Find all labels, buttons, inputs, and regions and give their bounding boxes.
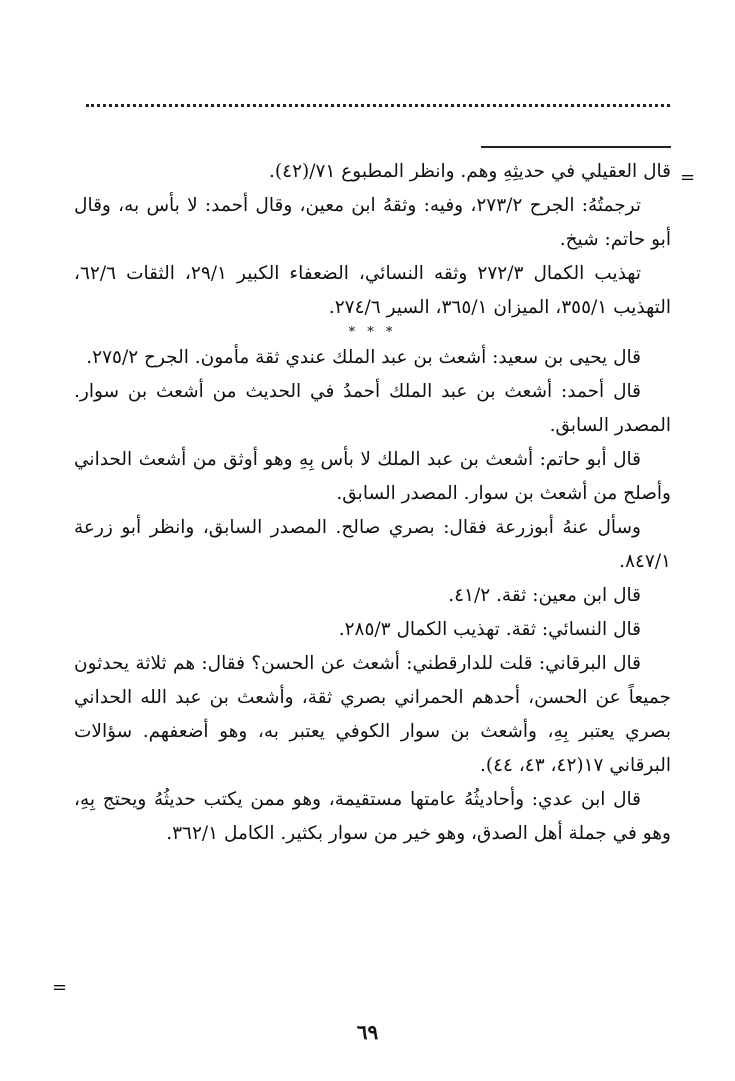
paragraph-barqani: قال البرقاني: قلت للدارقطني: أشعث عن الحسن؟ فقال: هم ثلاثة يحدثون جميعاً عن الحسن، أحدهم الحمراني بصري ثقة، وأشعث بن عبد الله الحداني بصري يعتبر بِهِ، وأشعث بن سوار الكوفي يعتبر به، وهو أضعفهم. سؤالات البرقاني ١٧(٤٢، ٤٣، ٤٤).: [74, 653, 671, 776]
paragraph-abu-zura: وسأل عنهُ أبوزرعة فقال: بصري صالح. المصدر السابق، وانظر أبو زرعة ٨٤٧/١.: [74, 517, 671, 572]
continuation-marker-top: =: [680, 167, 696, 188]
paragraph-yahya: قال يحيى بن سعيد: أشعث بن عبد الملك عندي ثقة مأمون. الجرح ٢٧٥/٢.: [86, 347, 641, 368]
page-number: ٦٩: [356, 1020, 379, 1044]
footnote-rule: [481, 146, 671, 148]
paragraph-abu-hatim: قال أبو حاتم: أشعث بن عبد الملك لا بأس بِهِ وهو أوثق من أشعث الحداني وأصلح من أشعث بن سوار. المصدر السابق.: [74, 449, 671, 504]
paragraph-ibn-adi: قال ابن عدي: وأحاديثُهُ عامتها مستقيمة، وهو ممن يكتب حديثُهُ ويحتج بِهِ، وهو في جملة أهل الصدق، وهو خير من سوار بكثير. الكامل ٣٦٢/١.: [74, 789, 671, 844]
continuation-marker-bottom: =: [52, 977, 68, 998]
dotted-divider: [86, 104, 670, 107]
paragraph-ibn-main: قال ابن معين: ثقة. ٤١/٢.: [448, 585, 641, 606]
paragraph-biography: ترجمتُهُ: الجرح ٢٧٣/٢، وفيه: وثقهُ ابن معين، وقال أحمد: لا بأس به، وقال أبو حاتم: شيخ.: [74, 195, 671, 250]
paragraph-ahmad: قال أحمد: أشعث بن عبد الملك أحمدُ في الحديث من أشعث بن سوار. المصدر السابق.: [74, 381, 671, 436]
paragraph-references: تهذيب الكمال ٢٧٢/٣ وثقه النسائي، الضعفاء الكبير ٢٩/١، الثقات ٦٢/٦، التهذيب ٣٥٥/١، الميزان ٣٦٥/١، السير ٢٧٤/٦.: [74, 263, 671, 318]
footnote-body: [74, 155, 671, 851]
paragraph-nasai: قال النسائي: ثقة. تهذيب الكمال ٢٨٥/٣.: [338, 619, 641, 640]
paragraph-uqayli: قال العقيلي في حديثِهِ وهم. وانظر المطبوع ٧١/(٤٢).: [269, 161, 671, 182]
section-separator: * * *: [348, 325, 397, 340]
